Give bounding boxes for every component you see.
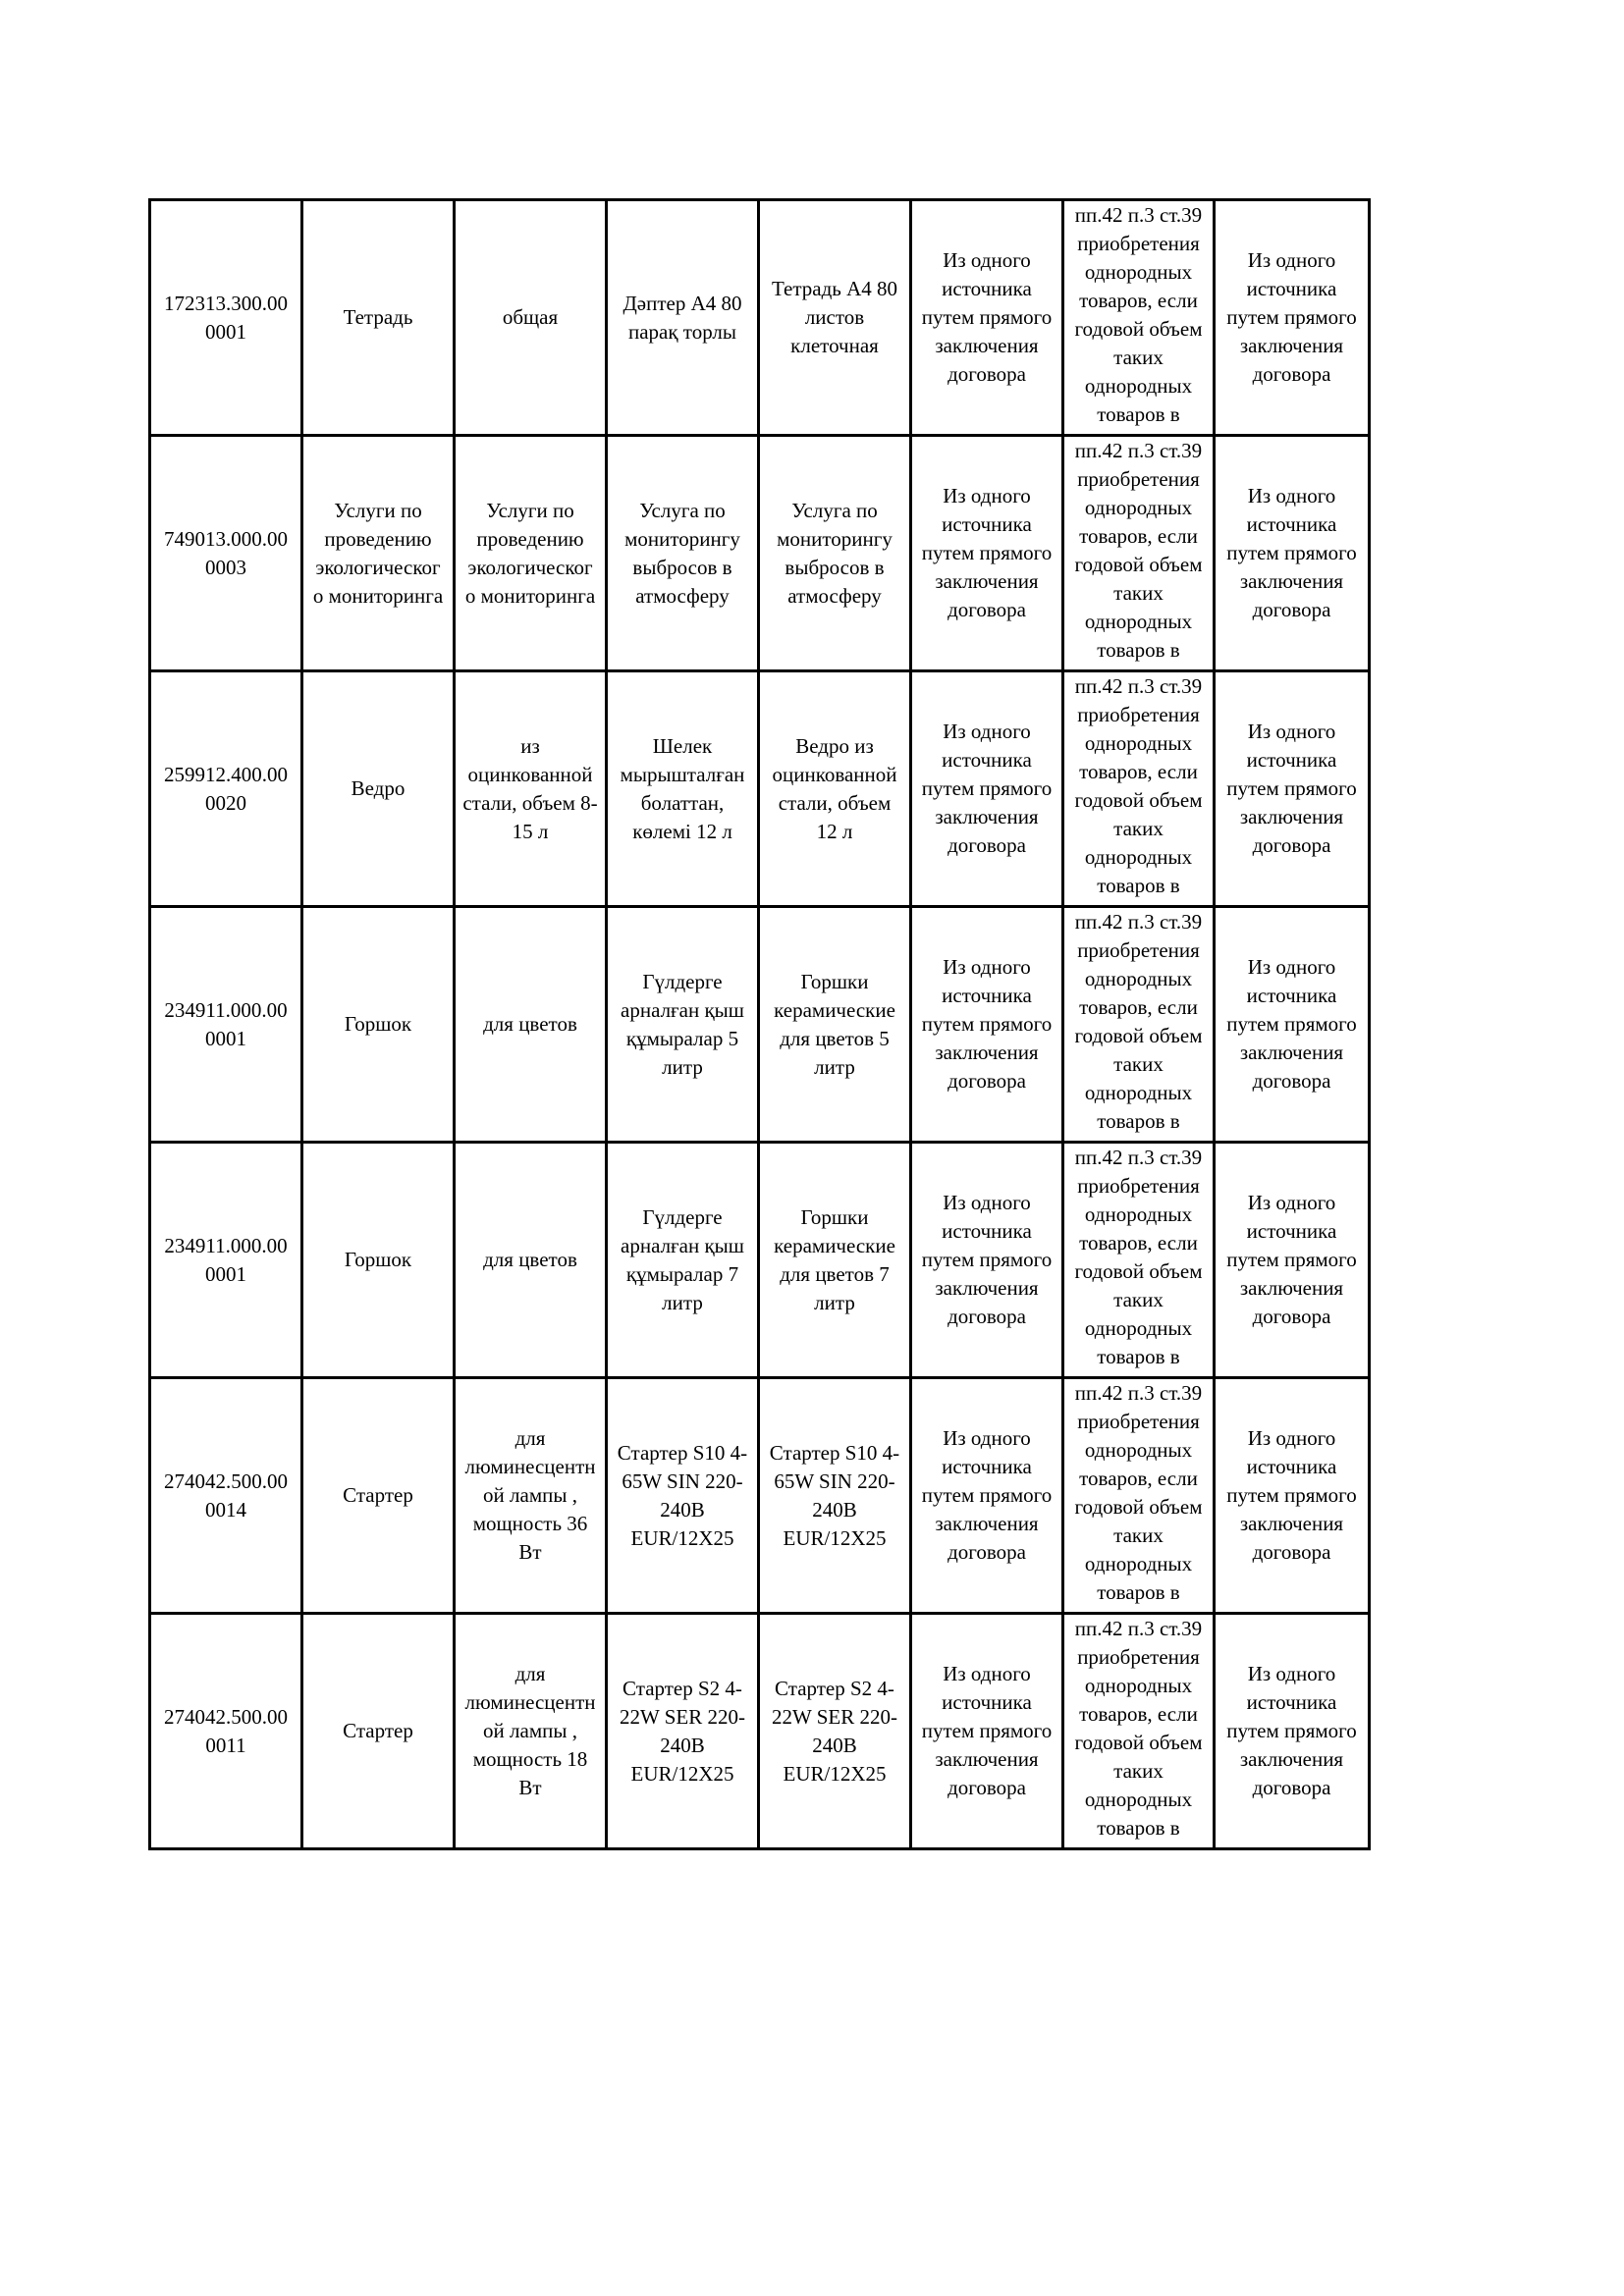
cell-description-ru: Тетрадь А4 80 листов клеточная <box>759 200 911 436</box>
cell-code: 234911.000.00 0001 <box>150 907 302 1143</box>
procurement-table <box>148 198 1371 1850</box>
cell-method: Из одного источника путем прямого заключения договора <box>911 200 1063 436</box>
cell-characteristic: общая <box>455 200 607 436</box>
cell-description-ru: Услуга по мониторингу выбросов в атмосферу <box>759 436 911 671</box>
cell-method-2: Из одного источника путем прямого заключения договора <box>1215 436 1370 671</box>
table-row <box>150 1378 1370 1614</box>
cell-characteristic: для цветов <box>455 907 607 1143</box>
cell-method: Из одного источника путем прямого заключения договора <box>911 1378 1063 1614</box>
cell-code: 749013.000.00 0003 <box>150 436 302 671</box>
cell-basis: пп.42 п.3 ст.39 приобретения однородных товаров, если годовой объем таких однородных товаров в <box>1063 1143 1215 1378</box>
cell-description-ru: Стартер S2 4- 22W SER 220- 240В EUR/12X25 <box>759 1614 911 1849</box>
cell-description-ru: Ведро из оцинкованной стали, объем 12 л <box>759 671 911 907</box>
cell-description-kz: Шелек мырышталған болаттан, көлемі 12 л <box>607 671 759 907</box>
cell-method-2: Из одного источника путем прямого заключения договора <box>1215 1143 1370 1378</box>
cell-method: Из одного источника путем прямого заключения договора <box>911 436 1063 671</box>
cell-method-2: Из одного источника путем прямого заключения договора <box>1215 1614 1370 1849</box>
table-row <box>150 200 1370 436</box>
cell-name: Горшок <box>302 907 455 1143</box>
table-row <box>150 907 1370 1143</box>
cell-description-kz: Стартер S10 4- 65W SIN 220- 240В EUR/12X25 <box>607 1378 759 1614</box>
cell-method: Из одного источника путем прямого заключения договора <box>911 671 1063 907</box>
cell-basis: пп.42 п.3 ст.39 приобретения однородных товаров, если годовой объем таких однородных товаров в <box>1063 1378 1215 1614</box>
cell-description-kz: Гүлдерге арналған қыш құмыралар 7 литр <box>607 1143 759 1378</box>
cell-code: 259912.400.00 0020 <box>150 671 302 907</box>
cell-description-kz: Дәптер А4 80 парақ торлы <box>607 200 759 436</box>
cell-name: Стартер <box>302 1378 455 1614</box>
table-row <box>150 1143 1370 1378</box>
cell-basis: пп.42 п.3 ст.39 приобретения однородных товаров, если годовой объем таких однородных товаров в <box>1063 907 1215 1143</box>
cell-basis: пп.42 п.3 ст.39 приобретения однородных товаров, если годовой объем таких однородных товаров в <box>1063 436 1215 671</box>
cell-name: Горшок <box>302 1143 455 1378</box>
cell-method-2: Из одного источника путем прямого заключения договора <box>1215 1378 1370 1614</box>
cell-name: Стартер <box>302 1614 455 1849</box>
cell-basis: пп.42 п.3 ст.39 приобретения однородных товаров, если годовой объем таких однородных товаров в <box>1063 200 1215 436</box>
cell-description-ru: Горшки керамические для цветов 5 литр <box>759 907 911 1143</box>
cell-code: 274042.500.00 0014 <box>150 1378 302 1614</box>
cell-code: 234911.000.00 0001 <box>150 1143 302 1378</box>
cell-description-ru: Стартер S10 4- 65W SIN 220- 240В EUR/12X25 <box>759 1378 911 1614</box>
cell-characteristic: для люминесцентн ой лампы , мощность 36 Вт <box>455 1378 607 1614</box>
cell-description-kz: Стартер S2 4- 22W SER 220- 240В EUR/12X25 <box>607 1614 759 1849</box>
cell-characteristic: Услуги по проведению экологическог о мониторинга <box>455 436 607 671</box>
cell-description-ru: Горшки керамические для цветов 7 литр <box>759 1143 911 1378</box>
cell-method-2: Из одного источника путем прямого заключения договора <box>1215 671 1370 907</box>
cell-name: Ведро <box>302 671 455 907</box>
cell-characteristic: для люминесцентн ой лампы , мощность 18 Вт <box>455 1614 607 1849</box>
cell-characteristic: из оцинкованной стали, объем 8- 15 л <box>455 671 607 907</box>
cell-method: Из одного источника путем прямого заключения договора <box>911 907 1063 1143</box>
cell-characteristic: для цветов <box>455 1143 607 1378</box>
cell-description-kz: Услуга по мониторингу выбросов в атмосферу <box>607 436 759 671</box>
table-row <box>150 1614 1370 1849</box>
cell-method-2: Из одного источника путем прямого заключения договора <box>1215 200 1370 436</box>
cell-code: 274042.500.00 0011 <box>150 1614 302 1849</box>
cell-name: Услуги по проведению экологическог о мониторинга <box>302 436 455 671</box>
cell-basis: пп.42 п.3 ст.39 приобретения однородных товаров, если годовой объем таких однородных товаров в <box>1063 1614 1215 1849</box>
cell-name: Тетрадь <box>302 200 455 436</box>
cell-method: Из одного источника путем прямого заключения договора <box>911 1143 1063 1378</box>
cell-basis: пп.42 п.3 ст.39 приобретения однородных товаров, если годовой объем таких однородных товаров в <box>1063 671 1215 907</box>
cell-method: Из одного источника путем прямого заключения договора <box>911 1614 1063 1849</box>
cell-description-kz: Гүлдерге арналған қыш құмыралар 5 литр <box>607 907 759 1143</box>
table-row <box>150 671 1370 907</box>
table-row <box>150 436 1370 671</box>
cell-code: 172313.300.00 0001 <box>150 200 302 436</box>
cell-method-2: Из одного источника путем прямого заключения договора <box>1215 907 1370 1143</box>
